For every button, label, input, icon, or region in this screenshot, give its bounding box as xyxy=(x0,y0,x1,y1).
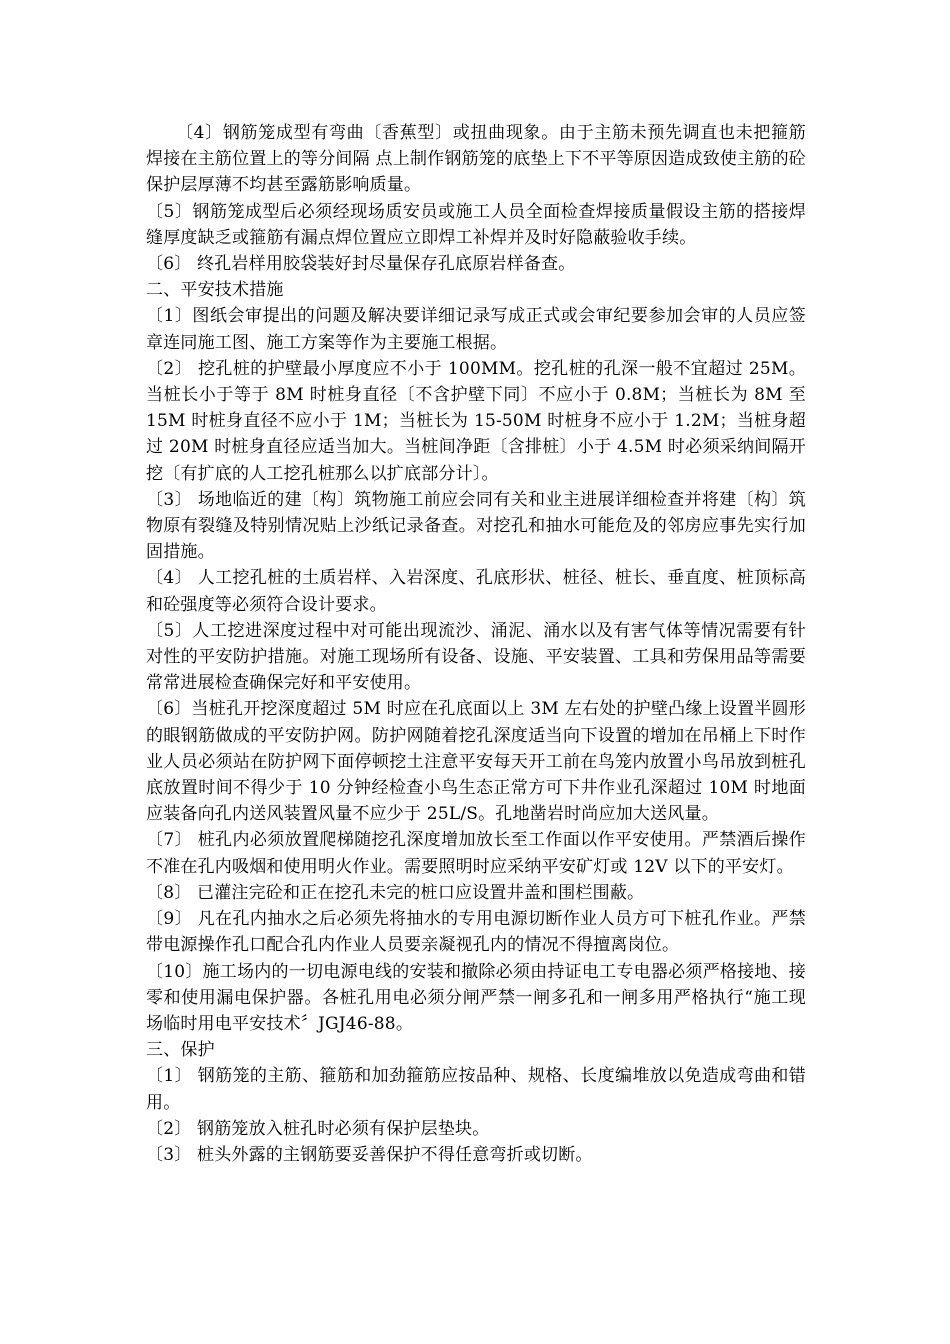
section-heading-safety: 二、平安技术措施 xyxy=(146,280,284,301)
paragraph-4-cage-bending: 〔4〕钢筋笼成型有弯曲〔香蕉型〕或扭曲现象。由于主筋未预先调直也未把箍筋焊接在主筋位置上的等分间隔 点上制作钢筋笼的底垫上下不平等原因造成致使主筋的砼保护层厚薄不均甚至露筋影响质量。 xyxy=(146,123,806,196)
safety-item-8: 〔8〕 已灌注完砼和正在挖孔未完的桩口应设置井盖和围栏围蔽。 xyxy=(146,882,645,903)
safety-item-1: 〔1〕图纸会审提出的问题及解决要详细记录写成正式或会审纪要参加会审的人员应签章连同施工图、施工方案等作为主要施工根据。 xyxy=(146,306,806,353)
paragraph-5-cage-inspection: 〔5〕钢筋笼成型后必须经现场质安员或施工人员全面检查焊接质量假设主筋的搭接焊缝厚度缺乏或箍筋有漏点焊位置应立即焊工补焊并及时好隐蔽验收手续。 xyxy=(146,201,806,248)
safety-item-6: 〔6〕当桩孔开挖深度超过 5M 时应在孔底面以上 3M 左右处的护壁凸缘上设置半圆形的眼钢筋做成的平安防护网。防护网随着挖孔深度适当向下设置的增加在吊桶上下时作业人员必须站在防护网下面停顿挖土注意平安每天开工前在鸟笼内放置小鸟吊放到桩孔底放置时间不得少于 10 分钟经检查小鸟生态正常方可下井作业孔深超过 10M 时地面应装备向孔内送风装置风量不应少于 25L/S。孔地凿岩时尚应加大送风量。 xyxy=(146,699,806,825)
protection-item-3: 〔3〕 桩头外露的主钢筋要妥善保护不得任意弯折或切断。 xyxy=(146,1144,593,1165)
safety-item-10: 〔10〕施工场内的一切电源电线的安装和撤除必须由持证电工专电器必须严格接地、接零和使用漏电保护器。各桩孔用电必须分闸严禁一闸多孔和一闸多用严格执行“施工现场临时用电平安技术〞JGJ46-88。 xyxy=(146,961,806,1034)
protection-item-1: 〔1〕 钢筋笼的主筋、箍筋和加劲箍筋应按品种、规格、长度编堆放以免造成弯曲和错用。 xyxy=(146,1066,806,1113)
paragraph-6-rock-sample: 〔6〕 终孔岩样用胶袋装好封尽量保存孔底原岩样备查。 xyxy=(146,254,576,275)
safety-item-7: 〔7〕 桩孔内必须放置爬梯随挖孔深度增加放长至工作面以作平安使用。严禁酒后操作不准在孔内吸烟和使用明火作业。需要照明时应采纳平安矿灯或 12V 以下的平安灯。 xyxy=(146,830,806,877)
safety-item-4: 〔4〕 人工挖孔桩的土质岩样、入岩深度、孔底形状、桩径、桩长、垂直度、桩顶标高和砼强度等必须符合设计要求。 xyxy=(146,568,806,615)
safety-item-2: 〔2〕 挖孔桩的护壁最小厚度应不小于 100MM。挖孔桩的孔深一般不宜超过 25M。当桩长小于等于 8M 时桩身直径〔不含护壁下同〕不应小于 0.8M；当桩长为 8M 至 15M 时桩身直径不应小于 1M；当桩长为 15-50M 时桩身不应小于 1.2M；当桩身超过 20M 时桩身直径应适当加大。当桩间净距〔含排桩〕小于 4.5M 时必须采纳间隔开挖〔有扩底的人工挖孔桩那么以扩底部分计〕。 xyxy=(146,358,806,484)
safety-item-5: 〔5〕人工挖进深度过程中对可能出现流沙、涌泥、涌水以及有害气体等情况需要有针对性的平安防护措施。对施工现场所有设备、设施、平安装置、工具和劳保用品等需要常常进展检查确保完好和平安使用。 xyxy=(146,620,806,694)
safety-item-9: 〔9〕 凡在孔内抽水之后必须先将抽水的专用电源切断作业人员方可下桩孔作业。严禁带电源操作孔口配合孔内作业人员要亲凝视孔内的情况不得擅离岗位。 xyxy=(146,909,806,956)
protection-item-2: 〔2〕 钢筋笼放入桩孔时必须有保护层垫块。 xyxy=(146,1118,490,1139)
section-heading-protection: 三、保护 xyxy=(146,1040,215,1061)
document-body xyxy=(146,120,806,1168)
safety-item-3: 〔3〕 场地临近的建〔构〕筑物施工前应会同有关和业主进展详细检查并将建〔构〕筑物原有裂缝及特别情况贴上沙纸记录备查。对挖孔和抽水可能危及的邻房应事先实行加固措施。 xyxy=(146,489,806,563)
